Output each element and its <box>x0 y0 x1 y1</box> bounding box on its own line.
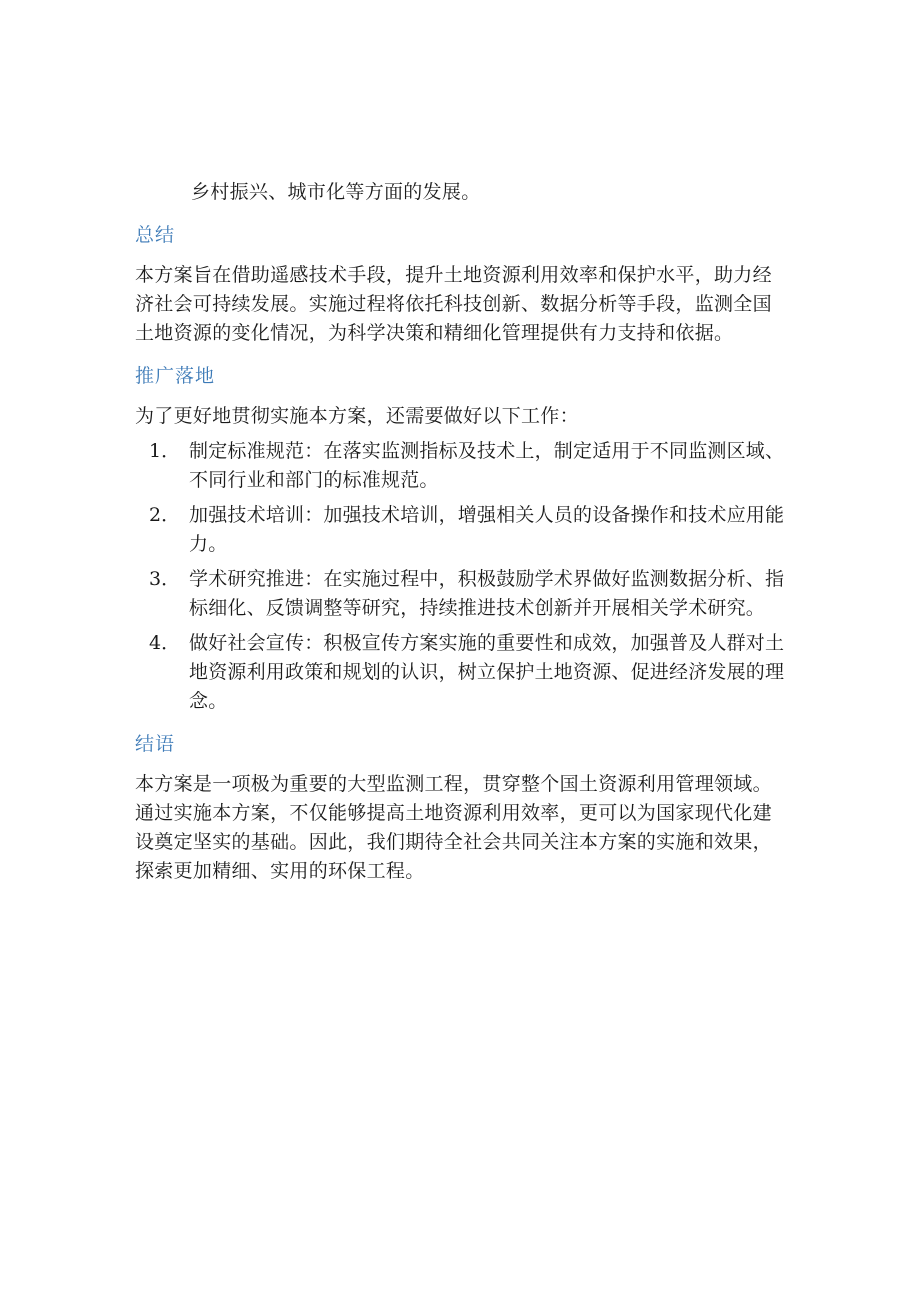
conclusion-paragraph: 本方案是一项极为重要的大型监测工程，贯穿整个国土资源利用管理领域。通过实施本方案，不仅能够提高土地资源利用效率，更可以为国家现代化建设奠定坚实的基础。因此，我们期待全社会共同关注本方案的实施和效果，探索更加精细、实用的环保工程。 <box>135 773 772 882</box>
list-item-text: 加强技术培训：加强技术培训，增强相关人员的设备操作和技术应用能力。 <box>189 504 785 555</box>
list-item <box>135 501 790 559</box>
promotion-list <box>135 437 790 716</box>
list-item <box>135 437 790 495</box>
list-item-number: 3． <box>149 568 181 590</box>
intro-tail-paragraph: 乡村振兴、城市化等方面的发展。 <box>191 181 481 203</box>
conclusion-heading: 结语 <box>135 733 176 755</box>
list-item-text: 做好社会宣传：积极宣传方案实施的重要性和成效，加强普及人群对土地资源利用政策和规划的认识，树立保护土地资源、促进经济发展的理念。 <box>189 632 785 712</box>
promotion-heading: 推广落地 <box>135 365 216 387</box>
list-item-number: 4． <box>149 632 181 654</box>
summary-paragraph: 本方案旨在借助遥感技术手段，提升土地资源利用效率和保护水平，助力经济社会可持续发展。实施过程将依托科技创新、数据分析等手段，监测全国土地资源的变化情况，为科学决策和精细化管理提供有力支持和依据。 <box>135 264 772 344</box>
document-body <box>135 178 790 886</box>
list-item-text: 学术研究推进：在实施过程中，积极鼓励学术界做好监测数据分析、指标细化、反馈调整等研究，持续推进技术创新并开展相关学术研究。 <box>189 568 785 619</box>
list-item <box>135 629 790 716</box>
list-item-number: 1． <box>149 440 181 462</box>
list-item-text: 制定标准规范：在落实监测指标及技术上，制定适用于不同监测区域、不同行业和部门的标准规范。 <box>189 440 785 491</box>
summary-heading: 总结 <box>135 224 176 246</box>
list-item <box>135 565 790 623</box>
list-item-number: 2． <box>149 504 181 526</box>
promotion-intro: 为了更好地贯彻实施本方案，还需要做好以下工作： <box>135 405 579 427</box>
